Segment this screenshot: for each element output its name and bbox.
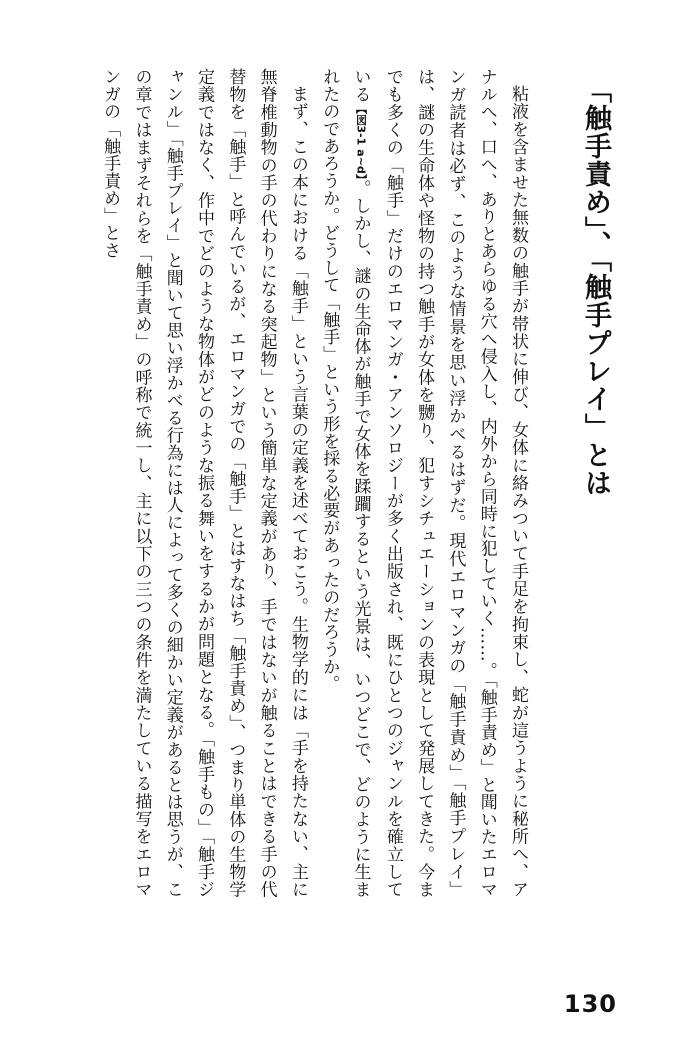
paragraph-1 xyxy=(313,68,533,898)
section-heading: 「触手責め」、「触手プレイ」とは xyxy=(580,76,611,497)
paragraph-2: まず、この本における「触手」という言葉の定義を述べておこう。生物学的には「手を持たない、主に無脊椎動物の手の代わりになる突起物」という簡単な定義があり、手ではないが触ることはできる手の代替物を「触手」と呼んでいるが、エロマンガでの「触手」とはすなはち「触手責め」、つまり単体の生物学定義ではなく、作中でどのような物体がどのような振る舞いをするかが問題となる。「触手もの」「触手ジャンル」「触手プレイ」と聞いて思い浮かべる行為には人によって多くの細かい定義があるとは思うが、この章ではまずそれらを「触手責め」の呼称で統一し、主に以下の三つの条件を満たしている描写をエロマンガの「触手責め」とさ xyxy=(100,68,308,898)
figure-reference: 【図3-1 a~d】 xyxy=(354,103,368,180)
body-text xyxy=(23,68,533,898)
paragraph-1-text-a: 粘液を含ませた無数の触手が帯状に伸び、女体に絡みついて手足を拘束し、蛇が這うように秘所へ、アナルへ、口へ、ありとあらゆる穴へ侵入し、内外から同時に犯していく……。「触手責め」と聞いたエロマンガ読者は必ず、このような情景を思い浮かべるはずだ。現代エロマンガの「触手責め」「触手プレイ」は、謎の生命体や怪物の持つ触手が女体を嬲り、犯すシチュエーションの表現として発展してきた。今までも多くの「触手」だけのエロマンガ・アンソロジーが多く出版され、既にひとつのジャンルを確立している xyxy=(350,68,528,898)
paragraph-1-text-b: 。しかし、謎の生命体が触手で女体を蹂躙するという光景は、いつどこで、どのように生まれたのであろうか。どうして「触手」という形を採る必要があったのだろうか。 xyxy=(319,68,371,898)
page-number: 130 xyxy=(563,990,617,1018)
